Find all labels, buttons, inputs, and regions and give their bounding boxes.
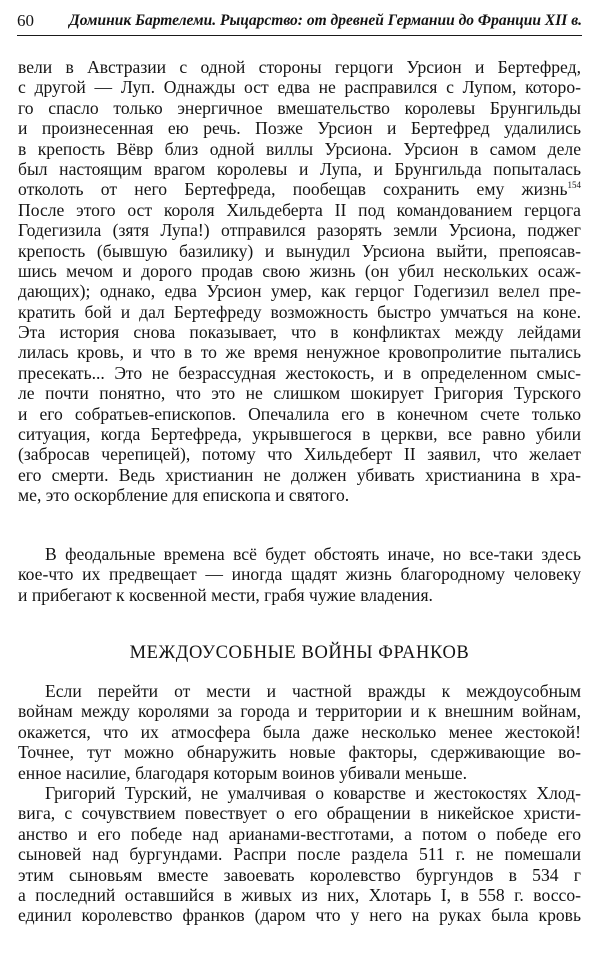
page-header [17,9,582,36]
paragraph-gregory [18,783,581,926]
text-line: Григорий Турский, не умалчивая о коварстве и жестокостях Хлод- [45,783,581,803]
text-line: кое-что их предвещает — иногда щадят жизнь благородному человеку [18,564,581,585]
section-heading: МЕЖДОУСОБНЫЕ ВОЙНЫ ФРАНКОВ [129,643,470,663]
text-line: а последний оставшийся в живых из них, Хлотарь I, в 558 г. воссо- [18,884,581,905]
text-line: Годегизила (зятя Лупа!) отправился разорять земли Урсиона, поджег [18,220,581,241]
text-line: кратить бой и дал Бертефреду возможность быстро умчаться на коне. [18,301,581,322]
text-line: шись мечом и дорого продав свою жизнь (он убил нескольких осаж- [18,260,581,281]
text-line: Эта история снова показывает, что в конфликтах между лейдами [18,322,581,343]
text-line: вели в Австразии с одной стороны герцоги Урсион и Бертефред, [18,57,581,77]
text-line: и его собратьев-епископов. Опечалила его в конечном счете только [18,403,581,424]
text-line: войнам между королями за города и территории и к внешним войнам, [18,701,581,722]
text-line-with-footnote [18,179,581,199]
text-line: с другой — Луп. Однажды ост едва не расправился с Лупом, которо- [18,77,581,98]
page-number: 60 [17,11,34,30]
text-line: был настоящим врагом королевы и Лупа, и Брунгильда попыталась [18,158,581,179]
paragraph-wars [18,681,581,783]
text-line: го спасло только энергичное вмешательство королевы Брунгильды [18,97,581,118]
paragraph-feudal [18,544,581,605]
text-line: сыновей над бургундами. Распри после раздела 511 г. не помешали [18,844,581,865]
text-line: енное насилие, благодаря которым воинов убивали меньше. [18,762,467,783]
text-line: окажется, что их атмосфера была даже несколько менее жестокой! [18,721,581,742]
text-line: его смерти. Ведь христианин не должен убивать христианина в хра- [18,464,581,485]
running-title: Доминик Бартелеми. Рыцарство: от древней Германии до Франции XII в. [69,12,582,29]
text-line: крепость (бывшую базилику) и вынудил Урсиона выйти, препоясав- [18,240,581,261]
text-line: Точнее, тут можно обнаружить новые факторы, сдерживающие во- [18,742,581,763]
text-line: этим сыновьям вместе завоевать королевство бургундов в 534 г [18,864,581,885]
text-line: в крепость Вёвр близ одной виллы Урсиона. Урсион в самом деле [18,138,581,159]
footnote-reference: 154 [567,180,581,191]
text-line: После этого ост короля Хильдеберта II под командованием герцога [18,199,581,220]
text-line: единил королевство франков (даром что у него на руках была кровь [18,905,581,926]
text-line: дающих); однако, едва Урсион умер, как герцог Годегизил велел пре- [18,281,581,302]
text-line: и произнесенная ею речь. Позже Урсион и Бертефред удалились [18,118,581,139]
text-segment: отколоть от него Бертефреда, пообещав сохранить ему жизнь [18,179,568,200]
text-line: лилась кровь, и что в то же время ненужное кровопролитие пытались [18,342,581,363]
text-line: Если перейти от мести и частной вражды к междоусобным [45,681,581,701]
text-line: и прибегают к косвенной мести, грабя чужие владения. [18,584,433,605]
text-line: В феодальные времена всё будет обстоять иначе, но все-таки здесь [45,544,581,564]
text-line: вига, с сочувствием повествует о его обращении в никейское христи- [18,803,581,824]
text-line: анство и его победе над арианами-вестготами, а потом о победе его [18,823,581,844]
text-line: (забросав черепицей), потому что Хильдеберт II заявил, что желает [18,444,581,465]
text-line: ме, это оскорбление для епископа и святого. [18,485,350,506]
paragraph-continued [18,57,581,506]
text-line: пресекать... Это не безрассудная жестокость, и в определенном смыс- [18,362,581,383]
text-line: ле почти понятно, что это не слишком шокирует Григория Турского [18,383,581,404]
text-line: ситуация, когда Бертефреда, укрывшегося в церкви, все равно убили [18,424,581,445]
